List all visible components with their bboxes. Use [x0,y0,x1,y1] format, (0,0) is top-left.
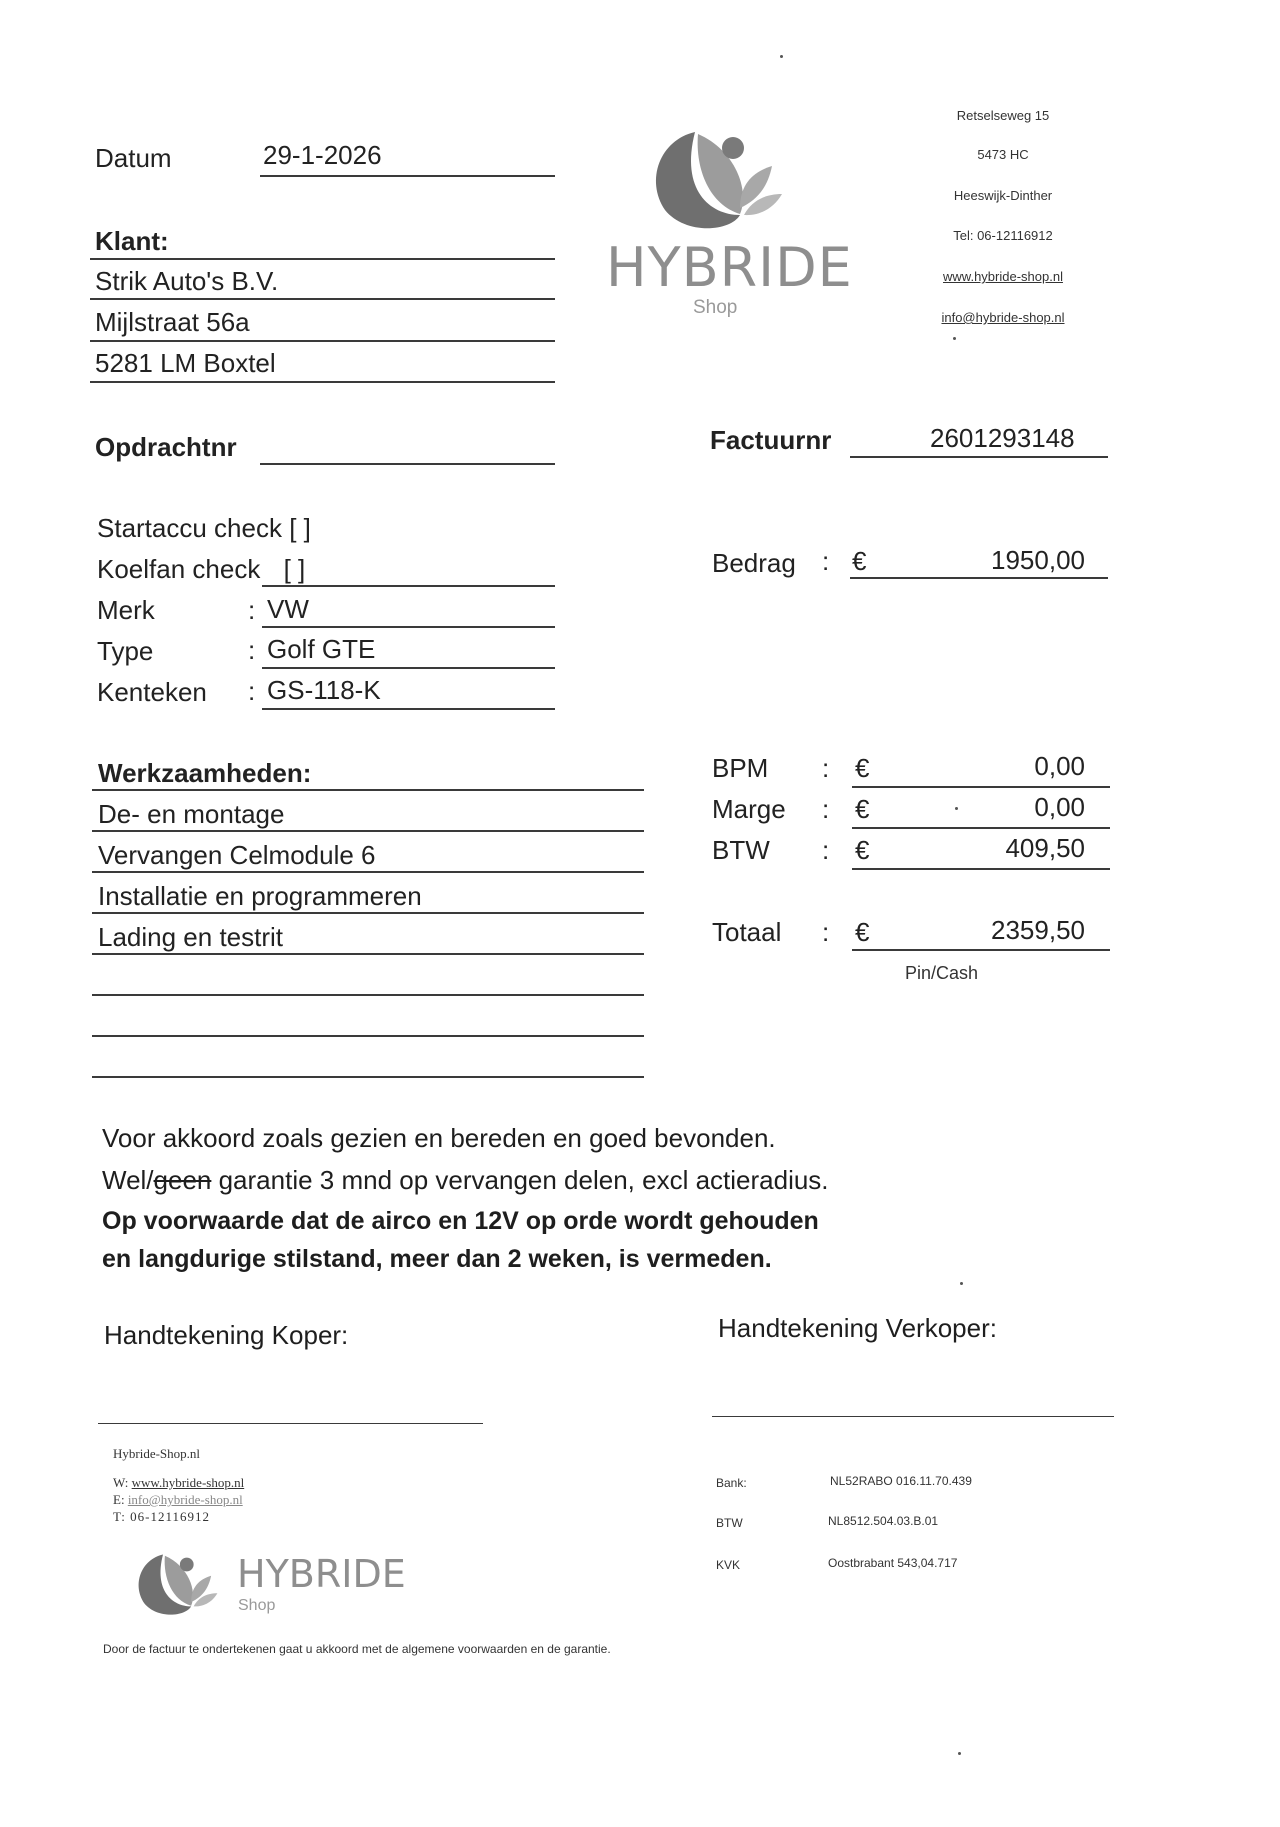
terms-line-4: en langdurige stilstand, meer dan 2 weken, is vermeden. [102,1245,772,1273]
payment-method: Pin/Cash [905,963,979,983]
check-startaccu-label: Startaccu check [97,513,282,543]
terms-wel: Wel/ [102,1165,154,1195]
werkzaamheden-title: Werkzaamheden: [98,758,312,788]
type-colon: : [248,635,256,665]
btw-value: 409,50 [1005,833,1085,863]
signature-seller-label: Handtekening Verkoper: [718,1313,997,1343]
company-city: Heeswijk-Dinther [953,188,1053,203]
check-koelfan-box[interactable]: [ ] [283,554,306,584]
leaf-logo-icon [640,120,790,240]
klant-street: Mijlstraat 56a [95,307,250,337]
klant-line-underline [90,340,555,342]
marge-colon: : [822,794,830,824]
factuurnr-label: Factuurnr [710,425,832,455]
merk-value: VW [267,594,309,624]
bpm-currency: € [855,753,870,783]
opdrachtnr-underline [260,463,555,465]
logo-sub-text: Shop [693,297,738,318]
footer-logo-mark [128,1547,223,1622]
btw-label: BTW [712,835,770,865]
footer-web [113,1475,244,1491]
totaal-label: Totaal [712,917,782,947]
hybride-logo-mark [640,120,790,240]
scan-speck [958,1752,961,1755]
klant-underline [90,258,555,260]
klant-line-underline [90,381,555,383]
signature-buyer-line[interactable] [98,1423,483,1424]
datum-value: 29-1-2026 [263,140,382,170]
btw-currency: € [855,835,870,865]
footer-email [113,1492,243,1508]
datum-underline [260,175,555,177]
terms-line-2 [102,1165,829,1196]
bedrag-label: Bedrag [712,548,796,578]
terms-line-1: Voor akkoord zoals gezien en bereden en goed bevonden. [102,1123,776,1153]
footer-web-link[interactable]: www.hybride-shop.nl [131,1475,245,1490]
bpm-value: 0,00 [1034,751,1085,781]
scan-speck [955,807,958,810]
kenteken-value: GS-118-K [267,675,381,705]
footer-kvk-value: Oostbrabant 543,04.717 [828,1556,958,1570]
signature-seller-line[interactable] [712,1416,1114,1417]
company-web-link[interactable]: www.hybride-shop.nl [943,269,1063,284]
bedrag-value: 1950,00 [991,545,1085,575]
company-email-link[interactable]: info@hybride-shop.nl [941,310,1065,325]
scan-speck [953,337,956,340]
btw-underline [852,868,1110,870]
work-item-underline [92,953,644,955]
klant-line-underline [90,298,555,300]
footer-kvk-label: KVK [716,1558,741,1572]
footer-logo-sub: Shop [238,1597,276,1614]
werkzaamheden-underline [92,789,644,791]
type-value: Golf GTE [267,634,376,664]
logo-brand-text: HYBRIDE [606,236,853,299]
footer-email-link[interactable]: info@hybride-shop.nl [127,1492,243,1507]
footer-disclaimer: Door de factuur te ondertekenen gaat u akkoord met de algemene voorwaarden en de garantie. [103,1642,611,1656]
factuurnr-underline [850,456,1108,458]
kenteken-underline [262,708,555,710]
totaal-value: 2359,50 [991,915,1085,945]
work-item-underline [92,871,644,873]
klant-name: Strik Auto's B.V. [95,266,279,296]
check-startaccu-box[interactable]: [ ] [289,513,311,543]
terms-line-3: Op voorwaarde dat de airco en 12V op orde wordt gehouden [102,1207,819,1235]
footer-tel: T: 06-12116912 [113,1509,211,1524]
kenteken-colon: : [248,676,256,706]
bpm-colon: : [822,753,830,783]
check-koelfan [97,554,305,585]
opdrachtnr-label: Opdrachtnr [95,432,237,462]
company-tel: Tel: 06-12116912 [953,228,1053,243]
totaal-underline [852,949,1110,951]
work-item-underline [92,1076,644,1078]
klant-label: Klant: [95,226,169,256]
merk-label: Merk [97,595,155,625]
bedrag-underline [850,577,1108,579]
work-item-underline [92,994,644,996]
signature-buyer-label: Handtekening Koper: [104,1320,349,1350]
footer-btw-value: NL8512.504.03.B.01 [828,1514,939,1528]
footer-logo-brand: HYBRIDE [237,1552,406,1596]
type-underline [262,667,555,669]
footer-bank-value: NL52RABO 016.11.70.439 [830,1474,972,1488]
marge-label: Marge [712,794,786,824]
bpm-label: BPM [712,753,769,783]
check-startaccu [97,513,311,544]
company-street: Retselseweg 15 [956,108,1050,123]
factuurnr-value: 2601293148 [930,423,1075,453]
footer-bank-label: Bank: [716,1476,747,1490]
scan-speck [960,1282,963,1285]
terms-garantie: garantie 3 mnd op vervangen delen, excl actieradius. [211,1165,829,1195]
leaf-logo-icon [128,1547,223,1622]
terms-geen-struck: geen [153,1165,212,1195]
totaal-colon: : [822,917,830,947]
datum-label: Datum [95,143,172,173]
bedrag-colon: : [822,546,830,576]
scan-speck [780,55,783,58]
bpm-underline [852,786,1110,788]
koelfan-underline [262,585,555,587]
work-item-underline [92,830,644,832]
merk-underline [262,626,555,628]
merk-colon: : [248,595,256,625]
work-item: Vervangen Celmodule 6 [98,840,376,870]
footer-company-name: Hybride-Shop.nl [113,1446,201,1461]
company-postcode: 5473 HC [977,147,1029,162]
work-item: De- en montage [98,799,285,829]
btw-colon: : [822,835,830,865]
work-item-underline [92,912,644,914]
marge-value: 0,00 [1034,792,1085,822]
klant-city: 5281 LM Boxtel [95,348,276,378]
marge-currency: € [855,794,870,824]
bedrag-currency: € [852,546,867,576]
footer-web-prefix: W: [113,1475,129,1490]
footer-btw-label: BTW [716,1516,743,1530]
type-label: Type [97,636,154,666]
totaal-currency: € [855,917,870,947]
check-koelfan-label: Koelfan check [97,554,261,584]
footer-email-prefix: E: [113,1492,125,1507]
work-item-underline [92,1035,644,1037]
work-item: Lading en testrit [98,922,284,952]
kenteken-label: Kenteken [97,677,207,707]
marge-underline [852,827,1110,829]
work-item: Installatie en programmeren [98,881,422,911]
